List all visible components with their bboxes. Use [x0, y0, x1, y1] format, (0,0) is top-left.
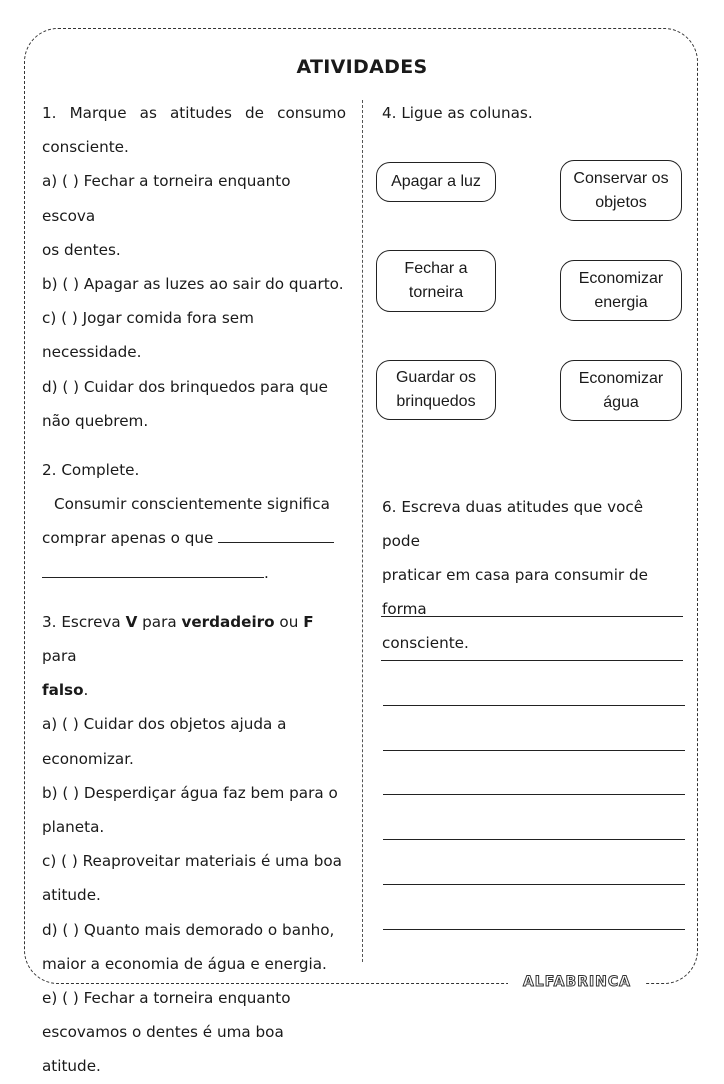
q3-prompt-text: para: [137, 612, 182, 631]
question-6: [382, 490, 682, 660]
answer-line-3[interactable]: [383, 705, 685, 706]
q3-prompt-text: ou: [274, 612, 304, 631]
q3-option-d: d) ( ) Quanto mais demorado o banho,: [42, 920, 335, 939]
question-1: [42, 96, 346, 438]
q6-prompt: 6. Escreva duas atitudes que você pode: [382, 498, 644, 550]
match-left-3[interactable]: Guardar os brinquedos: [376, 360, 496, 420]
match-right-3[interactable]: Economizar água: [560, 360, 682, 421]
q3-prompt: [42, 605, 346, 673]
q1-option-b: b) ( ) Apagar as luzes ao sair do quarto.: [42, 275, 344, 294]
left-column: [42, 96, 346, 1084]
q3-verdadeiro: verdadeiro: [181, 612, 275, 631]
match-left-1[interactable]: Apagar a luz: [376, 162, 496, 202]
q3-option-a-cont: economizar.: [42, 749, 134, 768]
q2-prompt: 2. Complete.: [42, 461, 140, 480]
q3-prompt-text: para: [42, 647, 77, 666]
answer-line-8[interactable]: [383, 929, 685, 930]
q3-prompt-text: 3. Escreva: [42, 612, 126, 631]
q2-line3: [42, 556, 346, 590]
q1-option-d-cont: não quebrem.: [42, 411, 149, 430]
question-4-prompt: 4. Ligue as colunas.: [382, 104, 533, 122]
q3-prompt-cont: [42, 673, 346, 707]
page-title: ATIVIDADES: [296, 56, 428, 78]
q3-option-c: c) ( ) Reaproveitar materiais é uma boa: [42, 852, 342, 871]
q3-option-c-cont: atitude.: [42, 886, 101, 905]
q3-f: F: [303, 612, 314, 631]
q2-line2: [42, 521, 346, 555]
q6-prompt-cont: praticar em casa para consumir de forma: [382, 566, 648, 618]
q3-option-a: a) ( ) Cuidar dos objetos ajuda a: [42, 715, 287, 734]
q3-option-b: b) ( ) Desperdiçar água faz bem para o: [42, 783, 338, 802]
q3-option-e: e) ( ) Fechar a torneira enquanto: [42, 989, 291, 1008]
q3-option-d-cont: maior a economia de água e energia.: [42, 954, 327, 973]
q3-period: .: [83, 681, 89, 700]
q2-blank-1[interactable]: [218, 522, 334, 543]
brand-logo: ALFABRINCA: [508, 974, 646, 990]
q2-blank-2[interactable]: [42, 557, 264, 578]
answer-line-2[interactable]: [381, 660, 683, 661]
question-3: [42, 605, 346, 1084]
q6-prompt-cont2: consciente.: [382, 634, 469, 652]
answer-line-7[interactable]: [383, 884, 685, 885]
q3-v: V: [125, 612, 138, 631]
q3-falso: falso: [42, 681, 84, 700]
q2-end: .: [264, 563, 269, 582]
q1-option-a-cont: os dentes.: [42, 240, 121, 259]
answer-line-4[interactable]: [383, 750, 685, 751]
q1-option-c: c) ( ) Jogar comida fora sem: [42, 309, 254, 328]
q1-prompt: 1. Marque as atitudes de consumo: [42, 104, 346, 122]
q1-option-a: a) ( ) Fechar a torneira enquanto escova: [42, 172, 291, 225]
q1-option-d: d) ( ) Cuidar dos brinquedos para que: [42, 377, 328, 396]
match-left-2[interactable]: Fechar a torneira: [376, 250, 496, 312]
answer-line-5[interactable]: [383, 794, 685, 795]
match-right-1[interactable]: Conservar os objetos: [560, 160, 682, 221]
q1-option-c-cont: necessidade.: [42, 343, 142, 362]
q2-line1: Consumir conscientemente significa: [54, 495, 330, 514]
answer-line-6[interactable]: [383, 839, 685, 840]
question-2: [42, 453, 346, 590]
q3-option-e-cont: escovamos o dentes é uma boa atitude.: [42, 1023, 284, 1076]
answer-line-1[interactable]: [381, 616, 683, 617]
q1-prompt-cont: consciente.: [42, 138, 129, 157]
column-divider: [362, 100, 363, 962]
q3-option-b-cont: planeta.: [42, 818, 105, 837]
q2-line2-text: comprar apenas o que: [42, 529, 214, 548]
match-right-2[interactable]: Economizar energia: [560, 260, 682, 321]
